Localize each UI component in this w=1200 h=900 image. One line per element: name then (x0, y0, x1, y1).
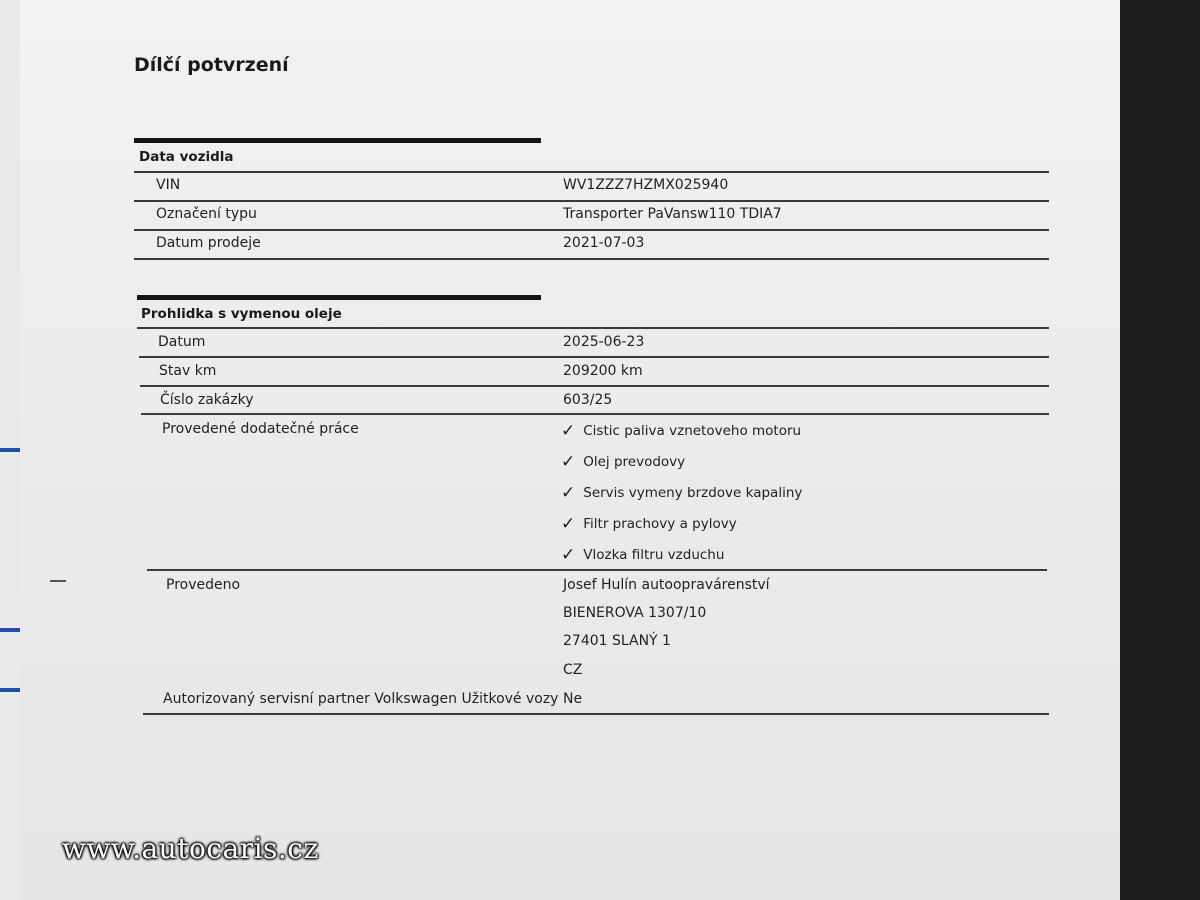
extra-work-item-text: Cistic paliva vznetoveho motoru (583, 423, 802, 439)
dark-background-edge (1120, 0, 1200, 900)
extra-work-item (561, 452, 685, 472)
partner-value: Ne (563, 691, 583, 707)
checkmark-icon: ✓ (561, 421, 576, 441)
row-divider (134, 229, 1049, 231)
order-number-label: Číslo zakázky (160, 392, 254, 408)
extra-work-item-text: Filtr prachovy a pylovy (583, 516, 737, 532)
row-divider (137, 327, 1049, 329)
mileage-value: 209200 km (563, 363, 643, 379)
row-divider (134, 200, 1049, 202)
vin-value: WV1ZZZ7HZMX025940 (563, 177, 729, 193)
vin-label: VIN (156, 177, 181, 193)
extra-work-item (561, 483, 802, 503)
performed-by-street: BIENEROVA 1307/10 (563, 605, 707, 621)
checkmark-icon: ✓ (561, 483, 576, 503)
section-divider-bar (134, 138, 541, 143)
page-title: Dílčí potvrzení (134, 54, 289, 76)
performed-by-country: CZ (563, 662, 583, 678)
performed-label: Provedeno (166, 577, 241, 593)
date-value: 2025-06-23 (563, 334, 645, 350)
extra-work-item-text: Servis vymeny brzdove kapaliny (583, 485, 803, 501)
watermark-text: www.autocaris.cz (62, 832, 319, 865)
checkmark-icon: ✓ (561, 514, 576, 534)
checkmark-icon: ✓ (561, 452, 576, 472)
order-number-value: 603/25 (563, 392, 613, 408)
vehicle-section-heading: Data vozidla (139, 149, 234, 165)
row-divider (140, 385, 1049, 387)
sale-date-value: 2021-07-03 (563, 235, 645, 251)
section-divider-bar (137, 295, 541, 300)
sale-date-label: Datum prodeje (156, 235, 261, 251)
row-divider (147, 569, 1047, 571)
row-divider (134, 171, 1049, 173)
extra-work-item (561, 514, 737, 534)
partner-label: Autorizovaný servisní partner Volkswagen Užitkové vozy (163, 691, 559, 707)
document-sheet (20, 0, 1130, 900)
row-divider (134, 258, 1049, 260)
extra-work-item (561, 421, 801, 441)
performed-by-city: 27401 SLANÝ 1 (563, 633, 671, 649)
mileage-label: Stav km (159, 363, 217, 379)
extra-work-item-text: Vlozka filtru vzduchu (583, 547, 725, 563)
extra-work-item (561, 545, 724, 565)
extra-work-label: Provedené dodatečné práce (162, 421, 359, 437)
performed-by-name: Josef Hulín autoopravárenství (563, 577, 770, 593)
checkmark-icon: ✓ (561, 545, 576, 565)
margin-dash (50, 580, 66, 582)
inspection-section-heading: Prohlidka s vymenou oleje (141, 306, 342, 322)
type-value: Transporter PaVansw110 TDIA7 (563, 206, 782, 222)
row-divider (139, 356, 1049, 358)
extra-work-item-text: Olej prevodovy (583, 454, 686, 470)
type-label: Označení typu (156, 206, 257, 222)
row-divider (143, 713, 1049, 715)
row-divider (141, 413, 1049, 415)
date-label: Datum (158, 334, 206, 350)
